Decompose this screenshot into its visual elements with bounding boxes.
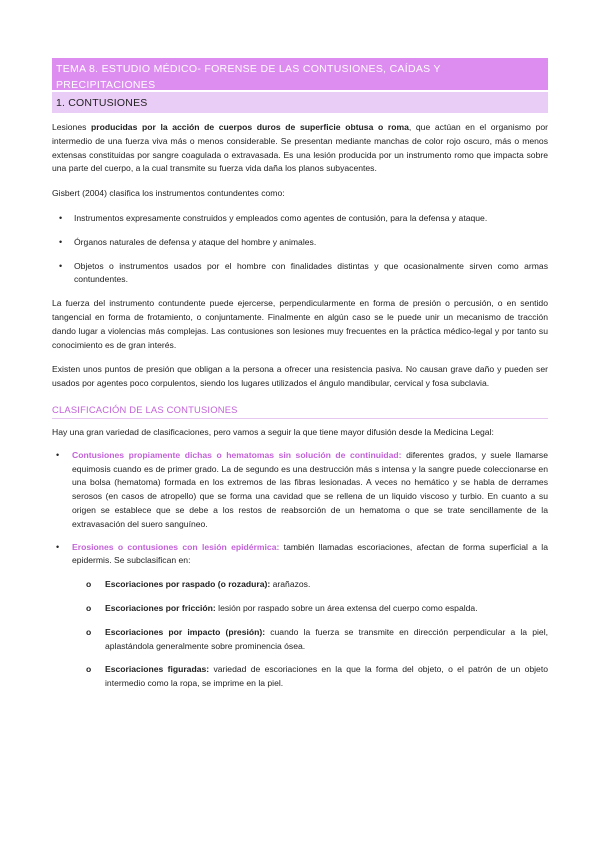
intro-paragraph: Lesiones producidas por la acción de cuerpos duros de superficie obtusa o roma, que actúan en el organismo por intermedio de una fuerza viva más o menos considerable. Se presentan mediante manchas de color rojo oscuro, más o menos extensas constituidas por sangre coagulada o extravasada. Es una lesión producida por un instrumento romo que impacta sobre una parte del cuerpo, a la cual transmite su fuerza vida daña los planos subyacentes. bbox=[52, 122, 548, 174]
section-heading: 1. CONTUSIONES bbox=[52, 92, 548, 113]
list-item: • Objetos o instrumentos usados por el hombre con finalidades distintas y que ocasionalmente sirven como armas contundentes. bbox=[52, 260, 548, 288]
list-item: o Escoriaciones por raspado (o rozadura): arañazos. bbox=[72, 578, 548, 592]
pressure-paragraph: Existen unos puntos de presión que obligan a la persona a ofrecer una resistencia pasiva. No causan grave daño y pueden ser usados por agentes poco corpulentos, siendo los lugares utilizados el ángulo mandibular, cervical y fosa subclavia. bbox=[52, 364, 548, 389]
classification-intro: Hay una gran variedad de clasificaciones, pero vamos a seguir la que tiene mayor difusión desde la Medicina Legal: bbox=[52, 426, 494, 437]
list-item: o Escoriaciones por fricción: lesión por raspado sobre un área extensa del cuerpo como espalda. bbox=[72, 602, 548, 616]
list-item: • Instrumentos expresamente construidos y empleados como agentes de contusión, para la defensa y ataque. bbox=[52, 212, 548, 226]
classification-heading: CLASIFICACIÓN DE LAS CONTUSIONES bbox=[52, 404, 548, 419]
list-item: o Escoriaciones por impacto (presión): cuando la fuerza se transmite en dirección perpendicular a la piel, aplastándola generalmente sobre prominencia ósea. bbox=[72, 626, 548, 654]
list-item: o Escoriaciones figuradas: variedad de escoriaciones en la que la forma del objeto, o el patrón de un objeto intermedio como la ropa, se imprime en la piel. bbox=[72, 663, 548, 691]
classification-list bbox=[52, 449, 548, 691]
intro-bold-phrase: producidas por la acción de cuerpos duros de superficie obtusa o roma bbox=[91, 122, 409, 132]
list-item: • Contusiones propiamente dichas o hematomas sin solución de continuidad: diferentes grados, y suele llamarse equimosis cuando es de primer grado. La de segundo es una destrucción más s intensa y la sangre puede coleccionarse en una bolsa (hematoma) formada en los extremos de las fibras lesionadas. A veces no hemático y se habla de derrames serosos (en casos de atropello) que se forma una cavidad que se rellena de un liquido viscoso y turbio. En cuanto a su origen se establece que se debe a los restos de reabsorción de un hematoma o que se trate sencillamente de la extravasación del suero sanguíneo. bbox=[52, 449, 548, 532]
list-item: • Órganos naturales de defensa y ataque del hombre y animales. bbox=[52, 236, 548, 250]
chapter-title: TEMA 8. ESTUDIO MÉDICO- FORENSE DE LAS CONTUSIONES, CAÍDAS Y PRECIPITACIONES bbox=[52, 58, 548, 90]
instrument-list bbox=[52, 212, 548, 287]
subtype-list bbox=[72, 578, 548, 691]
force-paragraph: La fuerza del instrumento contundente puede ejercerse, perpendicularmente en forma de presión o percusión, o en sentido tangencial en forma de frotamiento, o conjuntamente. Finalmente en algún caso se le puede unir un mecanismo de tracción dando lugar a violencias más complejas. Las contusiones son lesiones muy frecuentes en la práctica médico-legal y por tanto su conocimiento es de gran interés. bbox=[52, 298, 548, 350]
list-item: • Erosiones o contusiones con lesión epidérmica: también llamadas escoriaciones, afectan de forma superficial a la epidermis. Se subclasifican en: o Escoriaciones por raspado (o rozadura): arañazos. o Escoriaciones por fricción: lesión por raspado sobre un área extensa del cuerpo como espalda. o Escoriaciones por impacto (presión): cuando la fuerza se transmite en dirección perpendicular a la piel, aplastándola generalmente sobre prominencia ósea. o Escoriaciones figuradas: variedad de escoriaciones en la que la forma del objeto, o el patrón de un objeto intermedio como la ropa, se imprime en la piel. bbox=[52, 541, 548, 691]
gisbert-paragraph: Gisbert (2004) clasifica los instrumentos contundentes como: bbox=[52, 188, 285, 199]
document-page bbox=[52, 58, 548, 701]
